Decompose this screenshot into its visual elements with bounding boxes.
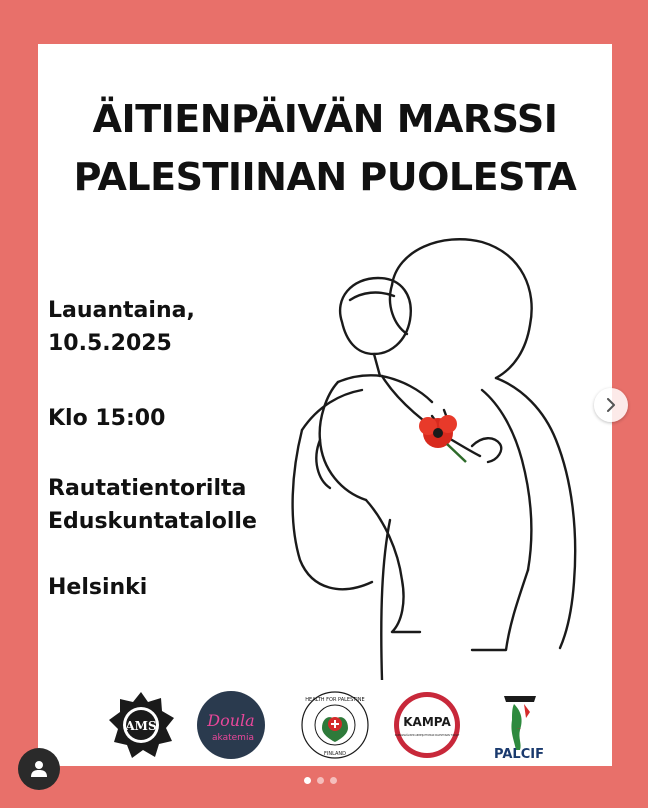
ams-logo-text: AMS bbox=[125, 719, 157, 733]
poppy-flower-icon bbox=[419, 415, 466, 462]
carousel-next-button[interactable] bbox=[594, 388, 628, 422]
hfp-bottom-text: FINLAND bbox=[323, 751, 347, 757]
tagged-users-button[interactable] bbox=[18, 748, 60, 790]
kampa-logo bbox=[392, 690, 462, 760]
route-from: Rautatientorilta bbox=[48, 476, 247, 501]
kampa-logo-text: KAMPA bbox=[403, 715, 451, 729]
doula-logo-text: Doula bbox=[207, 711, 255, 730]
post-image bbox=[38, 44, 612, 766]
organizer-logos bbox=[38, 684, 612, 766]
chevron-right-icon bbox=[605, 398, 617, 412]
event-route bbox=[48, 472, 257, 538]
poster-title bbox=[38, 90, 612, 206]
kampa-sub-text: KANSAINVÄLISEN ARMEIJATTOMAN PALESTIINAN TUKIJAT bbox=[394, 734, 460, 737]
date-value: 10.5.2025 bbox=[48, 331, 172, 356]
route-to: Eduskuntatalolle bbox=[48, 509, 257, 534]
hfp-top-text: HEALTH FOR PALESTINE bbox=[305, 697, 365, 703]
title-line-2: PALESTIINAN PUOLESTA bbox=[73, 155, 577, 199]
carousel-dot-2[interactable] bbox=[317, 777, 324, 784]
palcif-logo-text: PALCIF bbox=[494, 747, 544, 760]
event-city: Helsinki bbox=[48, 575, 148, 600]
event-time: Klo 15:00 bbox=[48, 406, 166, 431]
carousel-dot-1[interactable] bbox=[304, 777, 311, 784]
doula-akatemia-logo bbox=[196, 690, 266, 760]
carousel-dots bbox=[304, 777, 337, 784]
palcif-logo bbox=[484, 690, 554, 760]
date-weekday: Lauantaina, bbox=[48, 298, 195, 323]
carousel-dot-3[interactable] bbox=[330, 777, 337, 784]
user-icon bbox=[29, 759, 49, 779]
svg-text:—: — bbox=[517, 726, 521, 731]
title-line-1: ÄITIENPÄIVÄN MARSSI bbox=[92, 97, 558, 141]
health-for-palestine-logo bbox=[300, 690, 370, 760]
event-date bbox=[48, 294, 195, 360]
ams-logo bbox=[106, 690, 176, 760]
akatemia-logo-text: akatemia bbox=[212, 733, 254, 743]
mother-child-line-drawing bbox=[282, 230, 612, 680]
